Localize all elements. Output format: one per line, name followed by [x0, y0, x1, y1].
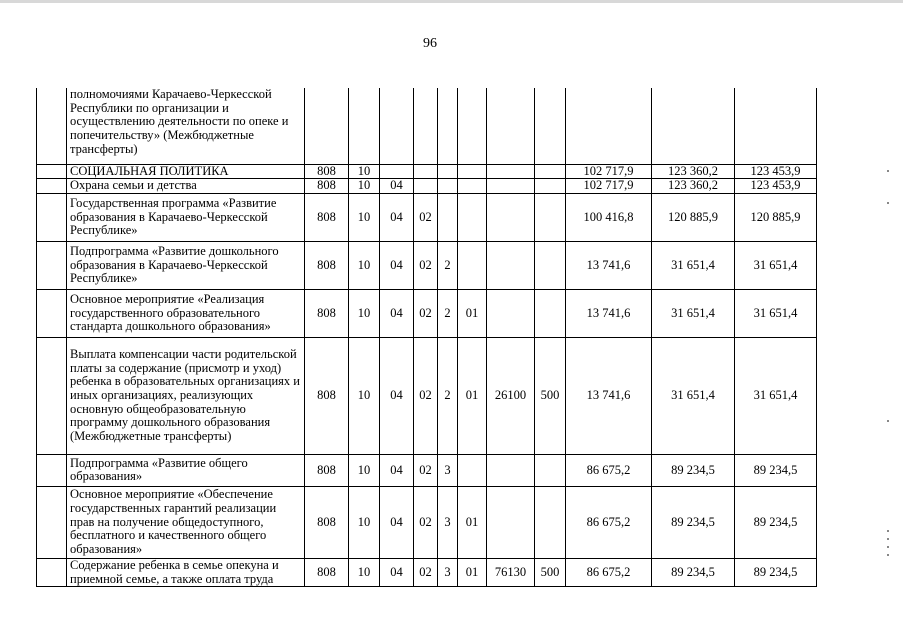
event-cell: 01 — [458, 337, 487, 454]
year2-amount-cell: 120 885,9 — [652, 193, 735, 241]
ved-cell — [305, 88, 349, 164]
subsection-cell: 04 — [380, 454, 414, 486]
ved-cell: 808 — [305, 289, 349, 337]
item-name-cell: Подпрограмма «Развитие дошкольного образования в Карачаево-Черкесской Республике» — [67, 241, 305, 289]
budget-table — [36, 88, 817, 587]
section-cell: 10 — [349, 486, 380, 558]
subprogram-cell — [438, 179, 458, 194]
direction-cell — [487, 289, 535, 337]
year1-amount-cell: 100 416,8 — [566, 193, 652, 241]
subsection-cell: 04 — [380, 179, 414, 194]
table-row — [37, 179, 817, 194]
year3-amount-cell: 123 453,9 — [735, 179, 817, 194]
table-row — [37, 486, 817, 558]
year3-amount-cell: 120 885,9 — [735, 193, 817, 241]
section-cell — [349, 88, 380, 164]
table-row — [37, 558, 817, 586]
direction-cell — [487, 193, 535, 241]
item-name-cell: Основное мероприятие «Реализация государственного образовательного стандарта дошкольного образования» — [67, 289, 305, 337]
year3-amount-cell: 89 234,5 — [735, 454, 817, 486]
program-cell: 02 — [414, 241, 438, 289]
section-cell: 10 — [349, 289, 380, 337]
year2-amount-cell: 31 651,4 — [652, 289, 735, 337]
index-cell — [37, 241, 67, 289]
scan-top-edge — [0, 0, 903, 3]
subsection-cell: 04 — [380, 289, 414, 337]
table-row — [37, 289, 817, 337]
direction-cell: 76130 — [487, 558, 535, 586]
year2-amount-cell: 89 234,5 — [652, 558, 735, 586]
index-cell — [37, 486, 67, 558]
index-cell — [37, 337, 67, 454]
year3-amount-cell: 31 651,4 — [735, 241, 817, 289]
index-cell — [37, 558, 67, 586]
section-cell: 10 — [349, 179, 380, 194]
event-cell — [458, 193, 487, 241]
expense-type-cell — [535, 193, 566, 241]
page-number: 96 — [423, 36, 437, 51]
program-cell: 02 — [414, 558, 438, 586]
index-cell — [37, 164, 67, 179]
section-cell: 10 — [349, 193, 380, 241]
ved-cell: 808 — [305, 486, 349, 558]
expense-type-cell — [535, 179, 566, 194]
subprogram-cell: 3 — [438, 486, 458, 558]
year2-amount-cell: 31 651,4 — [652, 337, 735, 454]
subprogram-cell: 3 — [438, 454, 458, 486]
ved-cell: 808 — [305, 558, 349, 586]
year3-amount-cell: 31 651,4 — [735, 337, 817, 454]
table-row — [37, 193, 817, 241]
ved-cell: 808 — [305, 337, 349, 454]
program-cell: 02 — [414, 193, 438, 241]
section-cell: 10 — [349, 337, 380, 454]
ved-cell: 808 — [305, 193, 349, 241]
index-cell — [37, 88, 67, 164]
item-name-cell: Государственная программа «Развитие образования в Карачаево-Черкесской Республике» — [67, 193, 305, 241]
subsection-cell: 04 — [380, 193, 414, 241]
expense-type-cell — [535, 454, 566, 486]
event-cell: 01 — [458, 486, 487, 558]
section-cell: 10 — [349, 241, 380, 289]
item-name-cell: СОЦИАЛЬНАЯ ПОЛИТИКА — [67, 164, 305, 179]
year1-amount-cell: 86 675,2 — [566, 486, 652, 558]
direction-cell — [487, 486, 535, 558]
ved-cell: 808 — [305, 179, 349, 194]
year1-amount-cell: 13 741,6 — [566, 241, 652, 289]
year1-amount-cell: 86 675,2 — [566, 454, 652, 486]
item-name-cell: Выплата компенсации части родительской платы за содержание (присмотр и уход) ребенка в образовательных организациях и иных организациях, реализующих основную общеобразовательную программу дошкольного образования (Межбюджетные трансферты) — [67, 337, 305, 454]
event-cell: 01 — [458, 558, 487, 586]
subprogram-cell — [438, 193, 458, 241]
expense-type-cell — [535, 164, 566, 179]
subsection-cell: 04 — [380, 337, 414, 454]
year2-amount-cell: 89 234,5 — [652, 454, 735, 486]
program-cell — [414, 88, 438, 164]
direction-cell — [487, 164, 535, 179]
program-cell: 02 — [414, 337, 438, 454]
year1-amount-cell: 102 717,9 — [566, 179, 652, 194]
section-cell: 10 — [349, 164, 380, 179]
table-row — [37, 454, 817, 486]
expense-type-cell — [535, 88, 566, 164]
item-name-cell: полномочиями Карачаево-Черкесской Республики по организации и осуществлению деятельности по опеке и попечительству» (Межбюджетные трансферты) — [67, 88, 305, 164]
item-name-cell: Содержание ребенка в семье опекуна и приемной семье, а также оплата труда — [67, 558, 305, 586]
subsection-cell: 04 — [380, 241, 414, 289]
year3-amount-cell: 31 651,4 — [735, 289, 817, 337]
year2-amount-cell: 31 651,4 — [652, 241, 735, 289]
program-cell — [414, 179, 438, 194]
table-row — [37, 164, 817, 179]
subprogram-cell — [438, 88, 458, 164]
direction-cell: 26100 — [487, 337, 535, 454]
subprogram-cell: 3 — [438, 558, 458, 586]
program-cell: 02 — [414, 454, 438, 486]
expense-type-cell — [535, 486, 566, 558]
expense-type-cell — [535, 241, 566, 289]
direction-cell — [487, 454, 535, 486]
year3-amount-cell: 89 234,5 — [735, 486, 817, 558]
subsection-cell — [380, 164, 414, 179]
section-cell: 10 — [349, 454, 380, 486]
year1-amount-cell — [566, 88, 652, 164]
year1-amount-cell: 13 741,6 — [566, 289, 652, 337]
year1-amount-cell: 102 717,9 — [566, 164, 652, 179]
scan-edge-marks — [887, 170, 891, 590]
year2-amount-cell: 89 234,5 — [652, 486, 735, 558]
direction-cell — [487, 179, 535, 194]
year2-amount-cell: 123 360,2 — [652, 179, 735, 194]
item-name-cell: Охрана семьи и детства — [67, 179, 305, 194]
expense-type-cell: 500 — [535, 558, 566, 586]
subsection-cell: 04 — [380, 558, 414, 586]
year2-amount-cell — [652, 88, 735, 164]
subprogram-cell: 2 — [438, 289, 458, 337]
index-cell — [37, 179, 67, 194]
direction-cell — [487, 241, 535, 289]
index-cell — [37, 289, 67, 337]
year3-amount-cell: 89 234,5 — [735, 558, 817, 586]
subsection-cell — [380, 88, 414, 164]
subprogram-cell: 2 — [438, 337, 458, 454]
year1-amount-cell: 86 675,2 — [566, 558, 652, 586]
item-name-cell: Основное мероприятие «Обеспечение государственных гарантий реализации прав на получение общедоступного, бесплатного и качественного общего образования» — [67, 486, 305, 558]
expense-type-cell: 500 — [535, 337, 566, 454]
table-row — [37, 88, 817, 164]
expense-type-cell — [535, 289, 566, 337]
year1-amount-cell: 13 741,6 — [566, 337, 652, 454]
index-cell — [37, 454, 67, 486]
year2-amount-cell: 123 360,2 — [652, 164, 735, 179]
event-cell — [458, 164, 487, 179]
event-cell — [458, 179, 487, 194]
direction-cell — [487, 88, 535, 164]
year3-amount-cell: 123 453,9 — [735, 164, 817, 179]
event-cell — [458, 88, 487, 164]
section-cell: 10 — [349, 558, 380, 586]
event-cell: 01 — [458, 289, 487, 337]
table-row — [37, 241, 817, 289]
program-cell — [414, 164, 438, 179]
ved-cell: 808 — [305, 454, 349, 486]
subsection-cell: 04 — [380, 486, 414, 558]
ved-cell: 808 — [305, 241, 349, 289]
item-name-cell: Подпрограмма «Развитие общего образования» — [67, 454, 305, 486]
subprogram-cell: 2 — [438, 241, 458, 289]
program-cell: 02 — [414, 289, 438, 337]
index-cell — [37, 193, 67, 241]
event-cell — [458, 454, 487, 486]
year3-amount-cell — [735, 88, 817, 164]
event-cell — [458, 241, 487, 289]
ved-cell: 808 — [305, 164, 349, 179]
subprogram-cell — [438, 164, 458, 179]
program-cell: 02 — [414, 486, 438, 558]
table-row — [37, 337, 817, 454]
